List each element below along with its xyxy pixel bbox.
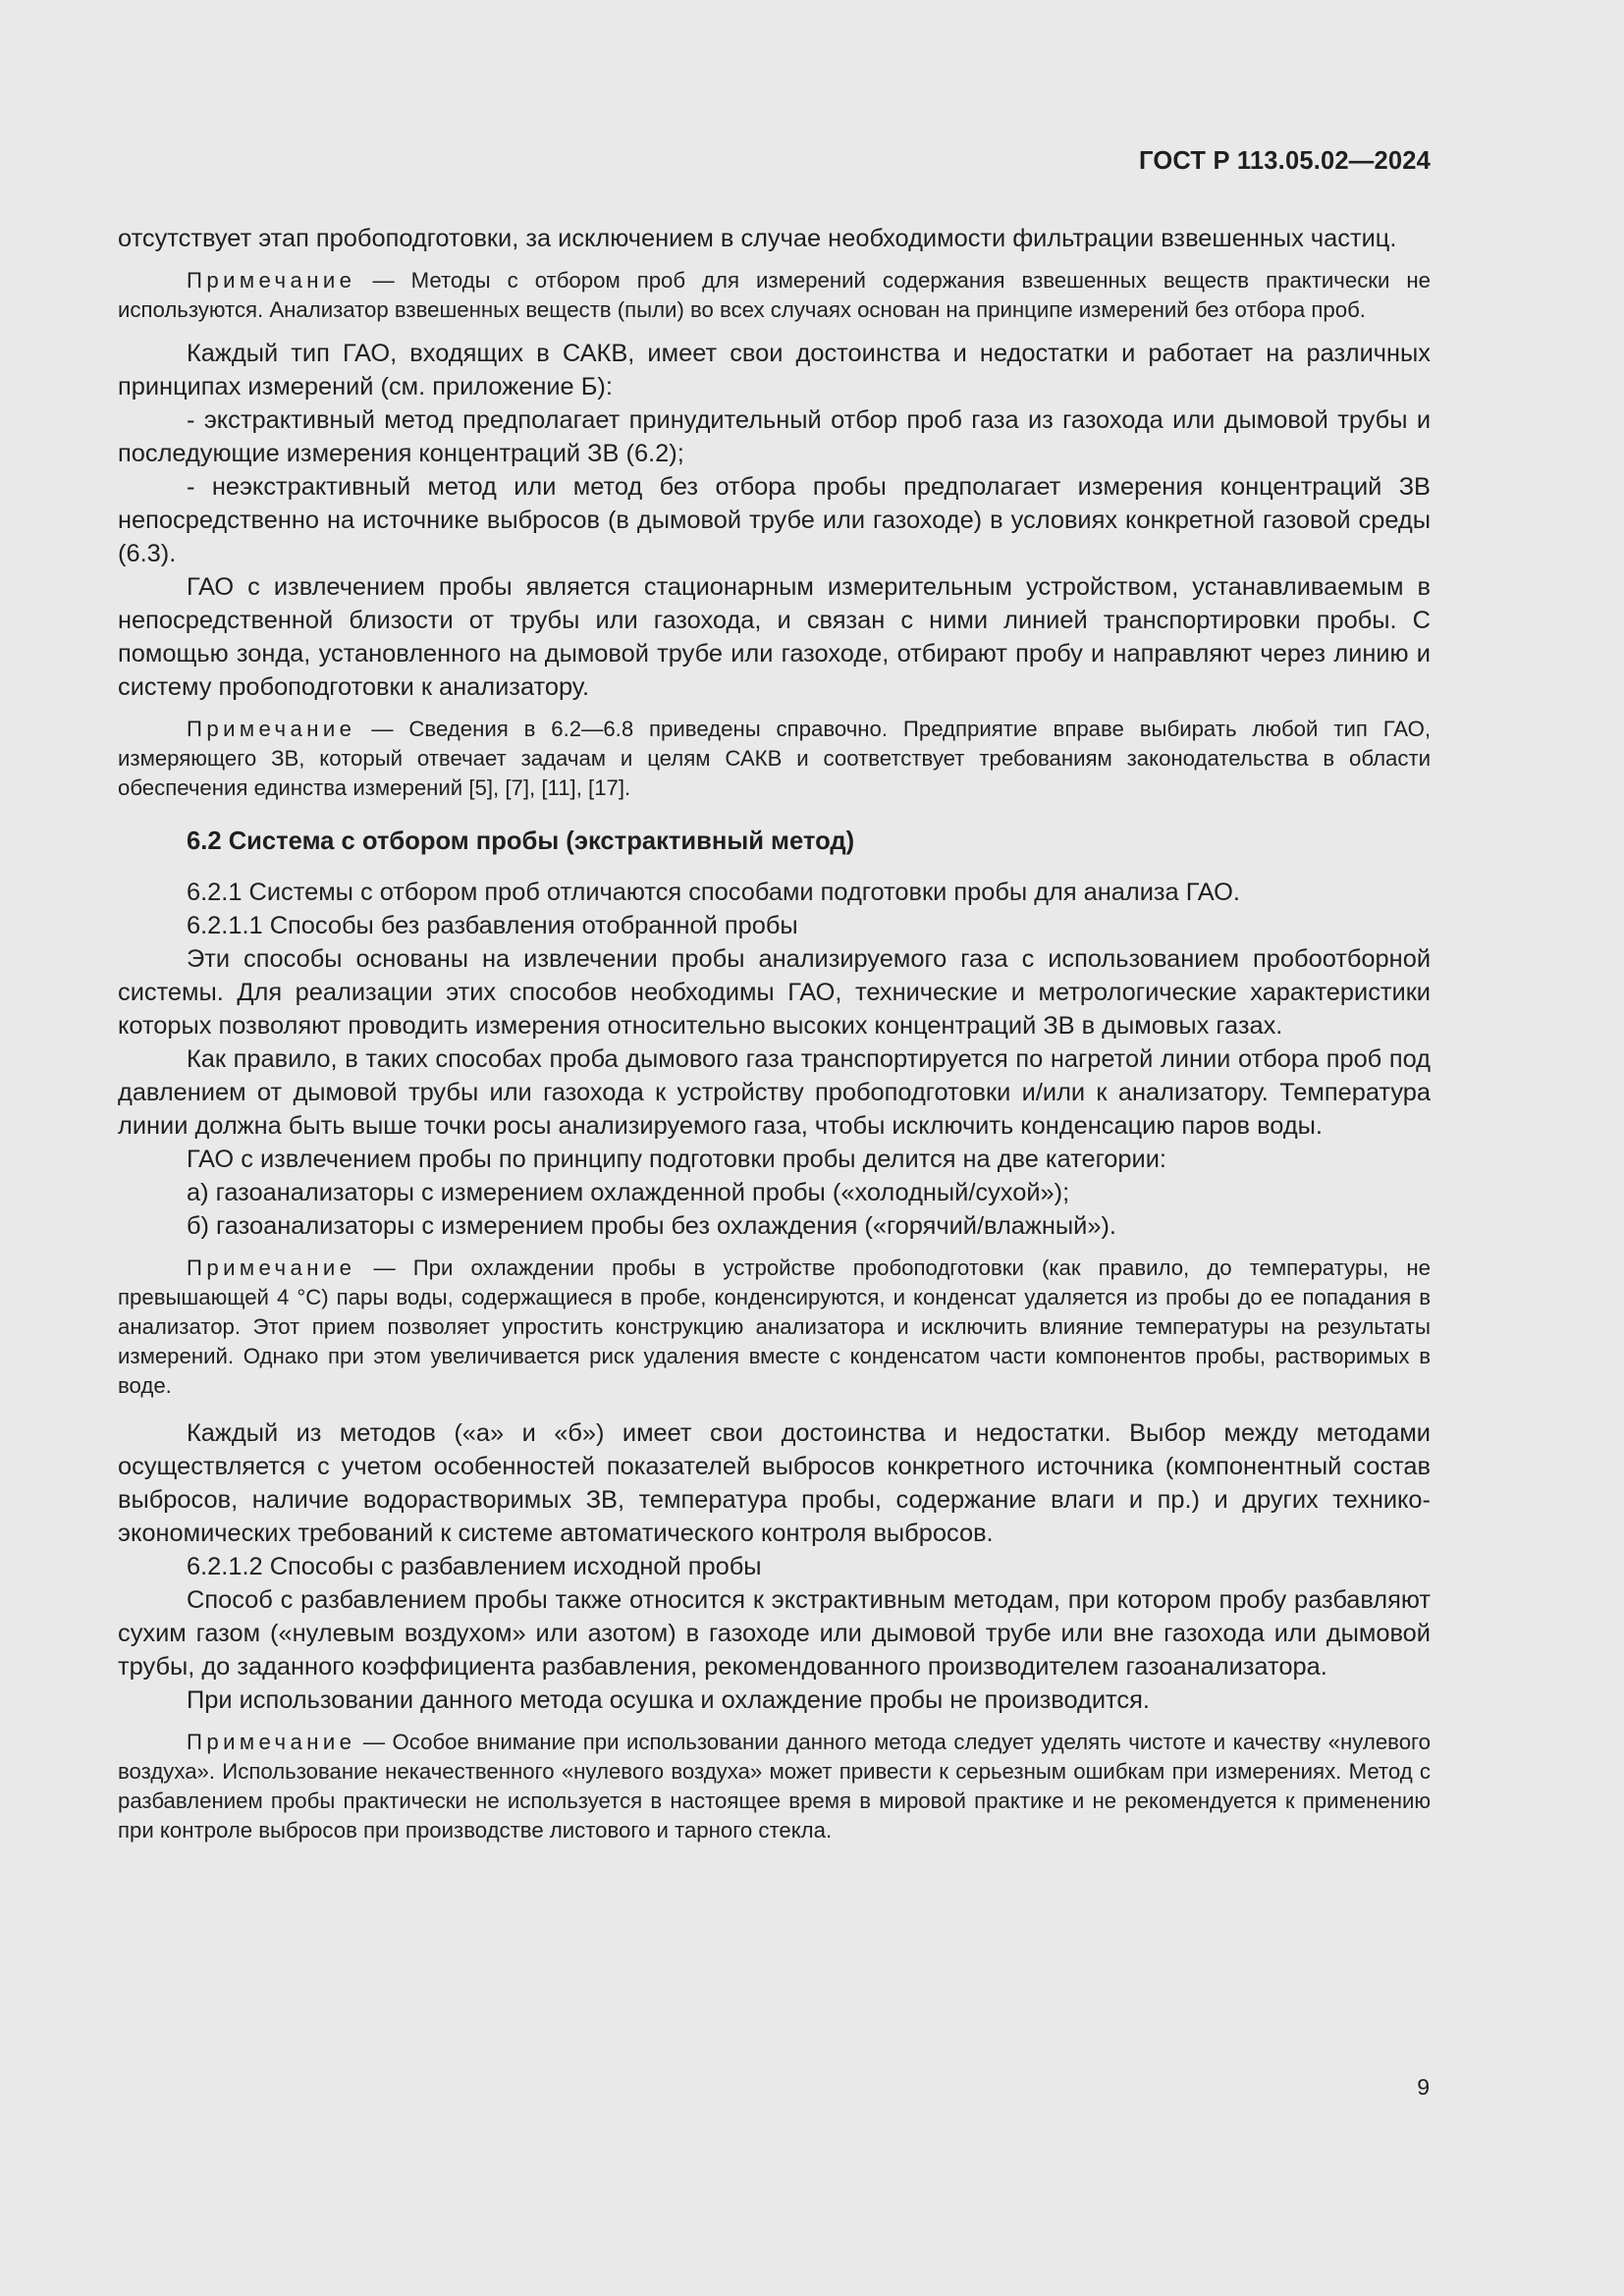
paragraph: отсутствует этап пробоподготовки, за исключением в случае необходимости фильтрации взвешенных частиц. xyxy=(118,225,1397,252)
note xyxy=(118,1728,1431,1845)
note-text: — Сведения в 6.2—6.8 приведены справочно. Предприятие вправе выбирать любой тип ГАО, измеряющего ЗВ, который отвечает задачам и целям САКВ и соответствует требованиям законодательства в области обеспечения единства измерений [5], [7], [11], [17]. xyxy=(118,717,1431,800)
list-item: б) газоанализаторы с измерением пробы без охлаждения («горячий/влажный»). xyxy=(187,1212,1116,1240)
paragraph: ГАО с извлечением пробы является стационарным измерительным устройством, устанавливаемым в непосредственной близости от трубы или газохода, и связан с ними линией транспортировки пробы. С помощью зонда, установленного на дымовой трубе или газоходе, отбирают пробу и направляют через линию и систему пробоподготовки к анализатору. xyxy=(118,573,1431,701)
list-item: а) газоанализаторы с измерением охлажденной пробы («холодный/сухой»); xyxy=(187,1179,1070,1206)
paragraph: Эти способы основаны на извлечении пробы анализируемого газа с использованием пробоотборной системы. Для реализации этих способов необходимы ГАО, технические и метрологические характеристики которых позволяют проводить измерения относительно высоких концентраций ЗВ в дымовых газах. xyxy=(118,945,1431,1040)
note-label: Примечание xyxy=(187,1255,356,1280)
subsection-title: 6.2.1.2 Способы с разбавлением исходной пробы xyxy=(187,1553,762,1580)
page-number: 9 xyxy=(1417,2074,1430,2100)
note-label: Примечание xyxy=(187,717,356,741)
paragraph: Способ с разбавлением пробы также относится к экстрактивным методам, при котором пробу разбавляют сухим газом («нулевым воздухом» или азотом) в газоходе или дымовой трубе или вне газохода или дымовой трубы, до заданного коэффициента разбавления, рекомендованного производителем газоанализатора. xyxy=(118,1586,1431,1681)
note xyxy=(118,1254,1431,1401)
note-label: Примечание xyxy=(187,268,356,293)
subsection-title: 6.2.1.1 Способы без разбавления отобранной пробы xyxy=(187,912,798,939)
note-label: Примечание xyxy=(187,1730,356,1754)
note xyxy=(118,715,1431,803)
paragraph: Каждый из методов («а» и «б») имеет свои достоинства и недостатки. Выбор между методами осуществляется с учетом особенностей показателей выбросов конкретного источника (компонентный состав выбросов, наличие водорастворимых ЗВ, температура пробы, содержание влаги и пр.) и других технико-экономических требований к системе автоматического контроля выбросов. xyxy=(118,1419,1431,1547)
note-text: — Особое внимание при использовании данного метода следует уделять чистоте и качеству «нулевого воздуха». Использование некачественного «нулевого воздуха» может привести к серьезным ошибкам при измерениях. Метод с разбавлением пробы практически не используется в настоящее время в мировой практике и не рекомендуется к применению при контроле выбросов при производстве листового и тарного стекла. xyxy=(118,1730,1431,1842)
page-body xyxy=(118,222,1431,1845)
note-text: — Методы с отбором проб для измерений содержания взвешенных веществ практически не используются. Анализатор взвешенных веществ (пыли) во всех случаях основан на принципе измерений без отбора проб. xyxy=(118,268,1431,322)
section-heading: 6.2 Система с отбором пробы (экстрактивный метод) xyxy=(187,828,855,855)
note-text: — При охлаждении пробы в устройстве пробоподготовки (как правило, до температуры, не превышающей 4 °С) пары воды, содержащиеся в пробе, конденсируются, и конденсат удаляется из пробы до ее попадания в анализатор. Этот прием позволяет упростить конструкцию анализатора и исключить влияние температуры на результаты измерений. Однако при этом увеличивается риск удаления вместе с конденсатом части компонентов пробы, растворимых в воде. xyxy=(118,1255,1431,1398)
paragraph: Как правило, в таких способах проба дымового газа транспортируется по нагретой линии отбора проб под давлением от дымовой трубы или газохода к устройству пробоподготовки и/или к анализатору. Температура линии должна быть выше точки росы анализируемого газа, чтобы исключить конденсацию паров воды. xyxy=(118,1045,1431,1140)
subsection: 6.2.1 Системы с отбором проб отличаются способами подготовки пробы для анализа ГАО. xyxy=(187,879,1240,906)
paragraph: Каждый тип ГАО, входящих в САКВ, имеет свои достоинства и недостатки и работает на различных принципах измерений (см. приложение Б): xyxy=(118,340,1431,400)
list-item: - экстрактивный метод предполагает принудительный отбор проб газа из газохода или дымовой трубы и последующие измерения концентраций ЗВ (6.2); xyxy=(118,406,1431,467)
document-id-header: ГОСТ Р 113.05.02—2024 xyxy=(1139,147,1431,175)
paragraph: При использовании данного метода осушка и охлаждение пробы не производится. xyxy=(187,1686,1150,1714)
note xyxy=(118,266,1431,325)
paragraph: ГАО с извлечением пробы по принципу подготовки пробы делится на две категории: xyxy=(187,1146,1166,1173)
list-item: - неэкстрактивный метод или метод без отбора пробы предполагает измерения концентраций ЗВ непосредственно на источнике выбросов (в дымовой трубе или газоходе) в условиях конкретной газовой среды (6.3). xyxy=(118,473,1431,567)
